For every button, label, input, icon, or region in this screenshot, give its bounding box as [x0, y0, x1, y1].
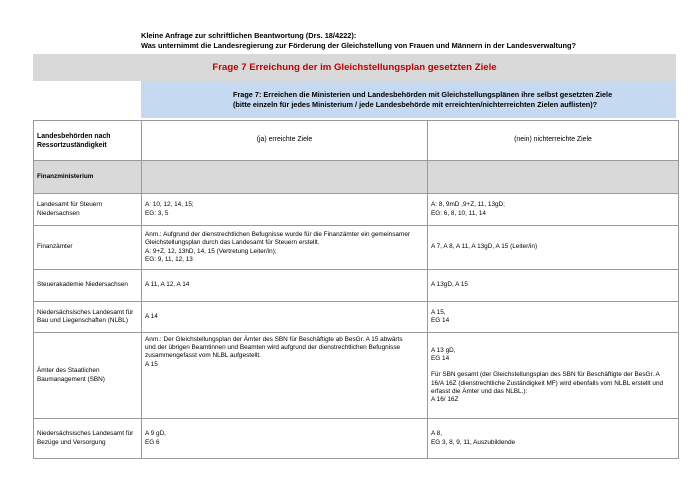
- achieved-cell: A 9 gD, EG 6: [142, 419, 428, 459]
- not-achieved-cell: A 8, EG 3, 8, 9, 11, Auszubildende: [428, 419, 679, 459]
- table-row: [34, 194, 679, 226]
- achieved-cell: A 14: [142, 302, 428, 333]
- col-header-authority: Landesbehörden nach Ressortzuständigkeit: [34, 121, 142, 161]
- not-achieved-cell: A 15, EG 14: [428, 302, 679, 333]
- authority-cell: Steuerakademie Niedersachsen: [34, 270, 142, 302]
- achieved-cell: Anm.: Aufgrund der dienstrechtlichen Befugnisse wurde für die Finanzämter ein gemeinsamer Gleichstellungsplan durch das Landesamt für Steuern erstellt. A: 9+Z, 12, 13hD, 14, 15 (Vertretung Leiter/in); EG: 9, 11, 12, 13: [142, 226, 428, 270]
- achieved-cell: A 11, A 12, A 14: [142, 270, 428, 302]
- col-header-achieved: (ja) erreichte Ziele: [142, 121, 428, 161]
- section-label: Finanzministerium: [34, 161, 142, 194]
- table-row: [34, 226, 679, 270]
- table-row: [34, 333, 679, 419]
- header-line-2: Was unternimmt die Landesregierung zur Förderung der Gleichstellung von Frauen und Männern in der Landesverwaltung?: [141, 41, 577, 50]
- authority-cell: Landesamt für Steuern Niedersachsen: [34, 194, 142, 226]
- table-row: [34, 270, 679, 302]
- achieved-cell: Anm.: Der Gleichstellungsplan der Ämter des SBN für Beschäftigte ab BesGr. A 15 abwärts und der übrigen Beamtinnen und Beamten wird aufgrund der dienstrechtlichen Befugnisse zusammengefasst vom NLBL aufgestellt. A 15: [142, 333, 428, 419]
- table-row: [34, 419, 679, 459]
- achieved-cell: A: 10, 12, 14, 15; EG: 3, 5: [142, 194, 428, 226]
- not-achieved-cell: A 13gD, A 15: [428, 270, 679, 302]
- not-achieved-cell: A: 8, 9mD ,9+Z, 11, 13gD; EG: 6, 8, 10, 11, 14: [428, 194, 679, 226]
- table-header-row: [34, 121, 679, 161]
- authority-cell: Niedersächsisches Landesamt für Bau und Liegenschaften (NLBL): [34, 302, 142, 333]
- document-header: [141, 31, 576, 51]
- authority-cell: Niedersächsisches Landesamt für Bezüge und Versorgung: [34, 419, 142, 459]
- authority-cell: Ämter des Staatlichen Baumanagement (SBN): [34, 333, 142, 419]
- subtitle-line-1: Frage 7: Erreichen die Ministerien und Landesbehörden mit Gleichstellungsplänen ihre selbst gesetzten Ziele: [233, 89, 613, 99]
- question-subtitle: [141, 81, 676, 118]
- header-line-1: Kleine Anfrage zur schriftlichen Beantwortung (Drs. 18/4222):: [141, 31, 357, 40]
- section-row: [34, 161, 679, 194]
- subtitle-line-2: (bitte einzeln für jedes Ministerium / jede Landesbehörde mit erreichten/nichterreichten Zielen auflisten)?: [233, 99, 598, 109]
- authority-cell: Finanzämter: [34, 226, 142, 270]
- col-header-not-achieved: (nein) nichterreichte Ziele: [428, 121, 679, 161]
- question-title: Frage 7 Erreichung der im Gleichstellungsplan gesetzten Ziele: [33, 54, 676, 81]
- goals-table: [33, 120, 679, 459]
- table-row: [34, 302, 679, 333]
- not-achieved-cell: A 13 gD, EG 14 Für SBN gesamt (der Gleichstellungsplan des SBN für Beschäftigte der BesGr. A 16/A 16Z (dienstrechtliche Zuständigkeit MF) wird ebenfalls vom NLBL erstellt und erfasst die Ämter und das NLBL.): A 16/ 16Z: [428, 333, 679, 419]
- not-achieved-cell: A 7, A 8, A 11, A 13gD, A 15 (Leiter/in): [428, 226, 679, 270]
